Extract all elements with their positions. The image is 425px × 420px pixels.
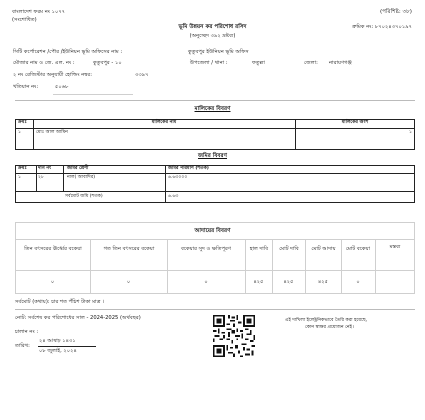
dues-val-last-three: ০ (126, 279, 131, 285)
dues-col-last-three: গত তিন বৎসরের বকেয়া (103, 246, 155, 252)
land-col-dag: দাগ নং (38, 166, 52, 171)
dues-val-total-paid: ৪২৫ (317, 279, 329, 285)
serial-number: ক্রমিক নং: ৮৭০২৪৩৭০১৯৭ (352, 24, 412, 30)
land-row-area: ৬.৬৩০০০ (168, 175, 188, 180)
appendix-label: (পরিশিষ্ট: ৩৮) (379, 9, 412, 15)
dues-col-total-demand: মোট দাবি (279, 246, 299, 252)
dues-val-interest: ০ (204, 279, 208, 285)
land-col-serial: ক্রমঃ (18, 166, 27, 171)
office-value: কুতুবপুর ইউনিয়ন ভূমি অফিস (188, 49, 249, 55)
khatian-underline (53, 94, 133, 95)
office-label: সিটি কর্পোরেশন /পৌর /ইউনিয়ন ভূমি অফিসের নাম : (13, 49, 123, 55)
date-label: তারিখ: (15, 343, 30, 349)
total-in-words: সর্বমোট (কথায়): চার শত পঁচিশ টাকা মাত্র । (15, 299, 105, 305)
upazila-label: উপজেলা / থানা : (190, 60, 228, 66)
land-total-label: সর্বমোট জমি (শতক) (65, 194, 103, 199)
owner-row-name: মোঃ আল আমিন (36, 130, 68, 135)
owners-col-name: মালিকের নাম (151, 120, 177, 125)
receipt-title: ভূমি উন্নয়ন কর পরিশোধ রসিদ (178, 24, 247, 30)
dues-heading: আদায়ের বিবরণ (194, 228, 231, 234)
holding-value: ৩৩৯৭ (135, 72, 149, 78)
land-col-area: জমির পরিমাণ (শতক) (168, 166, 209, 171)
owner-row-serial: ১ (18, 130, 21, 135)
dues-col-current: হাল দাবি (249, 246, 269, 252)
owner-row-share: ১ (409, 130, 412, 135)
dues-val-total-demand: ৪২৫ (283, 279, 294, 285)
date-bangla: ২৪ আষাঢ় ১৪৩১ (39, 338, 76, 344)
district-value: নারায়ণগঞ্জ (329, 60, 352, 66)
land-total-value: ৬.৬৩ (168, 194, 179, 199)
land-row-class: নাল( আবাদির) (67, 175, 96, 180)
receipt-page (5, 4, 420, 416)
owners-col-share: মালিকের অংশ (341, 120, 369, 125)
revised-label: (সংশোধিত) (12, 17, 37, 23)
dues-col-total-due: মোট বকেয়া (345, 246, 371, 252)
dues-val-total-due: ০ (356, 279, 360, 285)
receipt-subtitle: (অনুচ্ছেদ ৩৯২ দ্রষ্টব্য) (189, 33, 236, 39)
land-col-class: জমির শ্রেণী (67, 166, 89, 171)
electronic-note-line1: এই দাখিলা ইলেক্ট্রনিকভাবে তৈরি করা হয়েছে, (285, 318, 368, 323)
dues-col-total-paid: মোট আদায় (311, 246, 336, 252)
dues-val-current: ৪২৫ (253, 279, 264, 285)
holding-label: ২ নং রেজিস্টার অনুযায়ী হোল্ডিং নম্বর: (13, 72, 92, 78)
land-row-dag: ২৮ (38, 175, 44, 180)
dues-col-remarks: মন্তব্য (389, 244, 401, 250)
dues-col-interest: বকেয়ার সুদ ও ক্ষতিপূরণ (180, 246, 232, 252)
form-number: বাংলাদেশ ফরম নং ১০৭৭ (12, 9, 66, 15)
owners-col-serial: ক্রমঃ (18, 120, 27, 125)
footer-divider (15, 309, 415, 310)
date-english: ০৮ জুলাই, ২০২৪ (39, 348, 77, 354)
dues-col-over-three: তিন বৎসরের ঊর্ধ্বের বকেয়া (24, 246, 82, 252)
qr-code-icon (213, 315, 255, 357)
section-divider (15, 100, 415, 101)
khatian-value: ৫০৬৮ (55, 84, 69, 90)
challan-label: চালান নং : (15, 329, 39, 335)
land-row-serial: ১ (18, 175, 21, 180)
owners-heading: মালিকের বিবরণ (194, 106, 231, 112)
land-heading: জমির বিবরণ (197, 153, 228, 159)
electronic-note-line2: কোন স্বাক্ষর প্রয়োজন নেই। (305, 325, 354, 330)
dues-val-over-three: ০ (50, 279, 55, 285)
khatian-label: খতিয়ান নং: (13, 84, 39, 90)
last-payment-note: নোট: সর্বশেষ কর পরিশোধের সাল - 2024-2025 (অর্থবছর) (15, 315, 141, 321)
upazila-value: ফতুল্লা (252, 60, 265, 66)
mouza-label: মৌজার নাম ও জে. এল. নং : (13, 60, 75, 66)
district-label: জেলা: (304, 60, 318, 66)
mouza-value: কুতুবপুর - ১০ (93, 60, 122, 66)
